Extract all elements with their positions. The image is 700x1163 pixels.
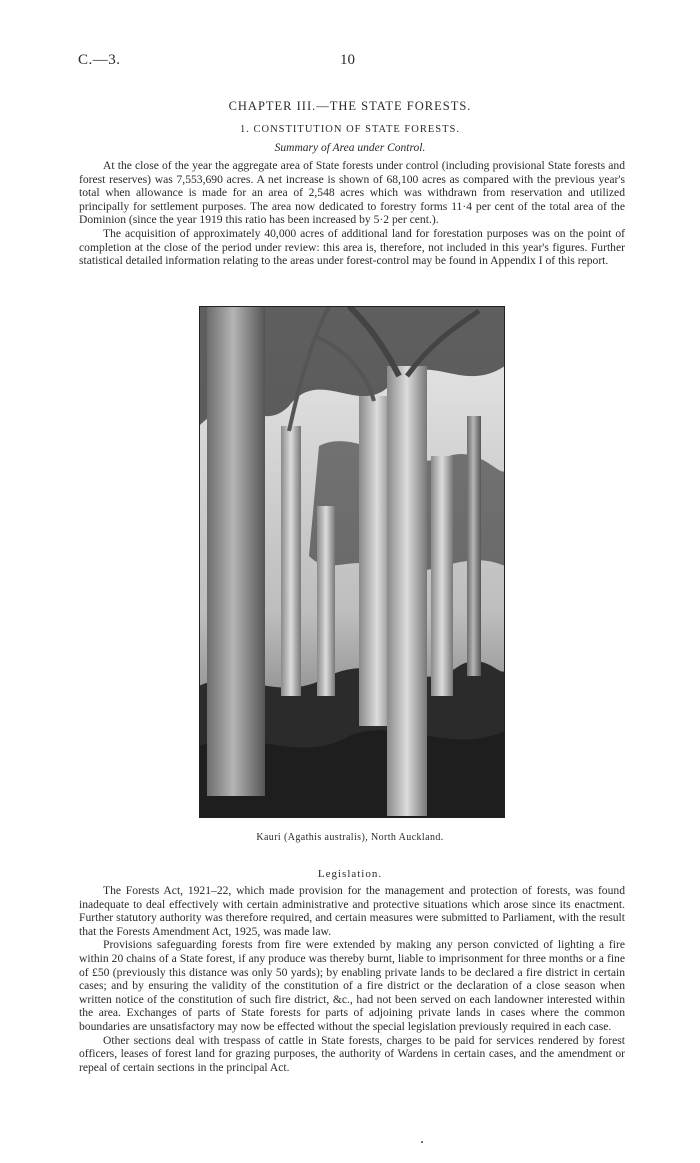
page-mark: [421, 1141, 423, 1143]
photo-caption: Kauri (Agathis australis), North Auckland.: [256, 832, 444, 843]
section-title: 1. CONSTITUTION OF STATE FORESTS.: [239, 124, 460, 135]
legislation-text: [79, 884, 625, 1074]
chapter-title: CHAPTER III.—THE STATE FORESTS.: [228, 99, 472, 113]
legislation-paragraph: Provisions safeguarding forests from fire were extended by making any person convicted of lighting a fire within 20 chains of a State forest, if any produce was thereby burnt, liable to imprisonment for three months or a fine of £50 (previously this distance was only 50 yards); by enabling private lands to be declared a fire district in certain cases; and by ensuring the validity of the constitution of a fire district or the declaration of a close season when written notice of the constitution of such fire district, &c., had not been served on each landowner interested within the area. Exchanges of parts of State forests for parts of adjoining private lands in cases where the common boundaries are unsatisfactory may now be effected without the special legislation previously required in each case.: [79, 938, 625, 1033]
page-number: 10: [340, 52, 355, 68]
legislation-heading: Legislation.: [317, 868, 383, 880]
subheading: Summary of Area under Control.: [274, 142, 426, 154]
intro-text: [79, 159, 625, 268]
intro-paragraph: At the close of the year the aggregate area of State forests under control (including provisional State forests and forest reserves) was 7,553,690 acres. A net increase is shown of 68,100 acres as compared with the previous year's total when allowance is made for an area of 2,548 acres which was withdrawn from reservation and utilized principally for settlement purposes. The area now dedicated to forestry forms 11·4 per cent of the total area of the Dominion (since the year 1919 this ratio has been increased by 5·2 per cent.).: [79, 159, 625, 227]
legislation-paragraph: The Forests Act, 1921–22, which made provision for the management and protection of forests, was found inadequate to deal effectively with certain administrative and protective situations which arose since its enactment. Further statutory authority was therefore required, and certain measures were submitted to Parliament, with the result that the Forests Amendment Act, 1925, was made law.: [79, 884, 625, 938]
document-reference: C.—3.: [78, 52, 121, 68]
legislation-paragraph: Other sections deal with trespass of cattle in State forests, charges to be paid for services rendered by forest officers, leases of forest land for grazing purposes, the authority of Wardens in certain cases, and the amendment or repeal of certain sections in the principal Act.: [79, 1033, 625, 1074]
intro-paragraph: The acquisition of approximately 40,000 acres of additional land for forestation purposes was on the point of completion at the close of the period under review: this area is, therefore, not included in this year's figures. Further statistical detailed information relating to the areas under forest-control may be found in Appendix I of this report.: [79, 226, 625, 268]
kauri-forest-photo: [199, 306, 505, 818]
